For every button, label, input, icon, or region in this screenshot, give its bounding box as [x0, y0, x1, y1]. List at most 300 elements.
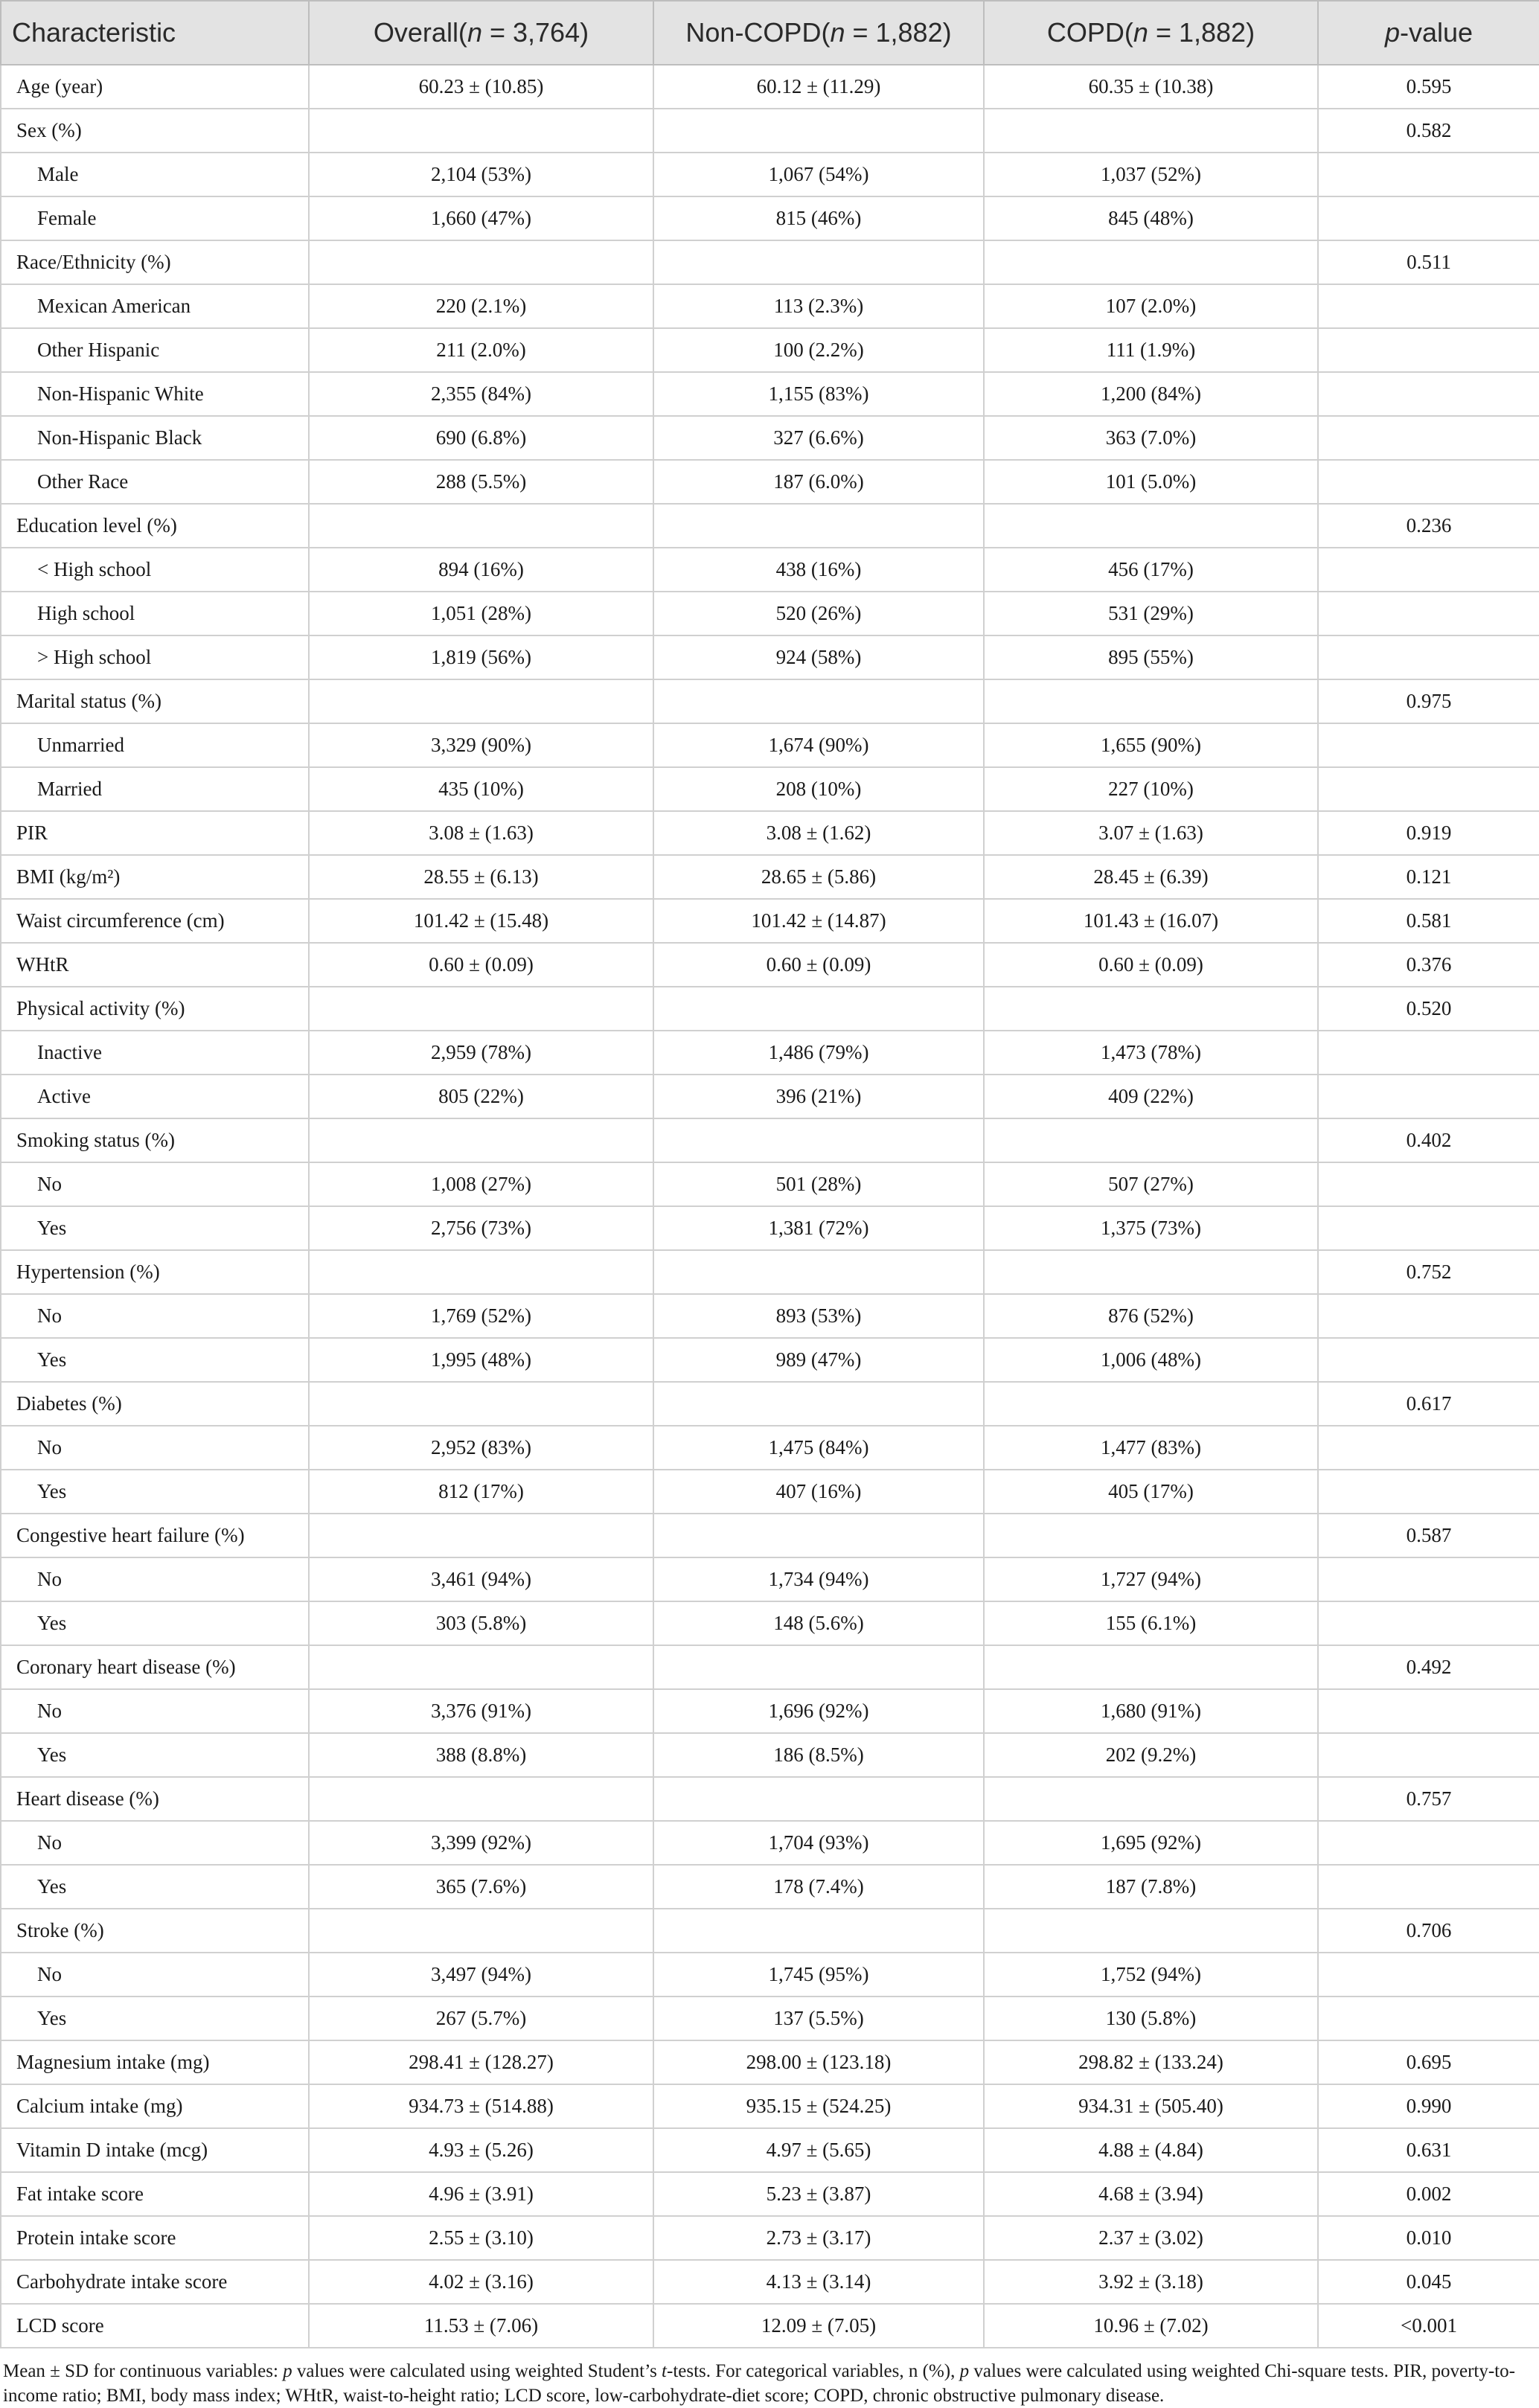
cell-characteristic: Congestive heart failure (%)	[1, 1514, 309, 1557]
cell-characteristic: Yes	[1, 1206, 309, 1250]
cell-noncopd: 187 (6.0%)	[653, 460, 984, 504]
cell-p-value: 0.492	[1318, 1645, 1539, 1689]
cell-noncopd	[653, 987, 984, 1031]
cell-copd	[984, 1777, 1318, 1821]
table-row	[1, 1162, 1539, 1206]
cell-characteristic: Fat intake score	[1, 2172, 309, 2216]
cell-overall: 812 (17%)	[309, 1470, 653, 1514]
cell-copd: 845 (48%)	[984, 196, 1318, 240]
cell-overall: 4.96 ± (3.91)	[309, 2172, 653, 2216]
cell-noncopd	[653, 1382, 984, 1426]
cell-characteristic: Inactive	[1, 1031, 309, 1075]
cell-copd: 101.43 ± (16.07)	[984, 899, 1318, 943]
cell-characteristic: Carbohydrate intake score	[1, 2260, 309, 2304]
cell-noncopd: 1,704 (93%)	[653, 1821, 984, 1865]
cell-p-value	[1318, 1426, 1539, 1470]
cell-p-value: 0.402	[1318, 1118, 1539, 1162]
table-row	[1, 2128, 1539, 2172]
table-row	[1, 679, 1539, 723]
cell-noncopd: 4.13 ± (3.14)	[653, 2260, 984, 2304]
cell-copd	[984, 504, 1318, 548]
cell-characteristic: No	[1, 1426, 309, 1470]
table-row	[1, 328, 1539, 372]
cell-overall	[309, 1118, 653, 1162]
cell-copd: 1,680 (91%)	[984, 1689, 1318, 1733]
cell-p-value	[1318, 1733, 1539, 1777]
header-copd-n: n	[1133, 17, 1148, 48]
footnote-t-italic: t	[662, 2361, 667, 2381]
cell-noncopd: 298.00 ± (123.18)	[653, 2040, 984, 2084]
cell-p-value	[1318, 1470, 1539, 1514]
table-row	[1, 1294, 1539, 1338]
cell-overall: 805 (22%)	[309, 1075, 653, 1118]
cell-noncopd: 815 (46%)	[653, 196, 984, 240]
cell-copd	[984, 1645, 1318, 1689]
table-footnote	[0, 2348, 1539, 2408]
cell-p-value: 0.631	[1318, 2128, 1539, 2172]
cell-characteristic: BMI (kg/m²)	[1, 855, 309, 899]
cell-noncopd: 407 (16%)	[653, 1470, 984, 1514]
cell-noncopd	[653, 1645, 984, 1689]
cell-overall	[309, 1645, 653, 1689]
cell-noncopd: 1,696 (92%)	[653, 1689, 984, 1733]
cell-noncopd: 3.08 ± (1.62)	[653, 811, 984, 855]
cell-noncopd: 60.12 ± (11.29)	[653, 65, 984, 109]
cell-characteristic: > High school	[1, 635, 309, 679]
cell-copd: 1,037 (52%)	[984, 153, 1318, 196]
cell-copd: 1,200 (84%)	[984, 372, 1318, 416]
cell-overall: 4.02 ± (3.16)	[309, 2260, 653, 2304]
cell-p-value	[1318, 1557, 1539, 1601]
header-overall	[309, 1, 653, 65]
cell-characteristic: Yes	[1, 1996, 309, 2040]
cell-noncopd: 327 (6.6%)	[653, 416, 984, 460]
cell-copd: 0.60 ± (0.09)	[984, 943, 1318, 987]
cell-overall: 3,399 (92%)	[309, 1821, 653, 1865]
cell-p-value	[1318, 723, 1539, 767]
cell-characteristic: Smoking status (%)	[1, 1118, 309, 1162]
cell-overall: 28.55 ± (6.13)	[309, 855, 653, 899]
cell-noncopd	[653, 240, 984, 284]
table-row	[1, 899, 1539, 943]
cell-overall	[309, 1250, 653, 1294]
cell-characteristic: Sex (%)	[1, 109, 309, 153]
cell-p-value: 0.511	[1318, 240, 1539, 284]
cell-p-value	[1318, 416, 1539, 460]
table-row	[1, 1338, 1539, 1382]
cell-copd: 107 (2.0%)	[984, 284, 1318, 328]
cell-characteristic: No	[1, 1294, 309, 1338]
header-p-suffix: -value	[1399, 17, 1474, 48]
cell-p-value	[1318, 1821, 1539, 1865]
cell-copd: 1,752 (94%)	[984, 1953, 1318, 1996]
cell-noncopd: 924 (58%)	[653, 635, 984, 679]
cell-characteristic: No	[1, 1557, 309, 1601]
cell-noncopd: 137 (5.5%)	[653, 1996, 984, 2040]
cell-noncopd: 2.73 ± (3.17)	[653, 2216, 984, 2260]
cell-overall: 388 (8.8%)	[309, 1733, 653, 1777]
cell-characteristic: Active	[1, 1075, 309, 1118]
table-row	[1, 1031, 1539, 1075]
table-row	[1, 416, 1539, 460]
table-body	[1, 65, 1539, 2348]
cell-p-value	[1318, 635, 1539, 679]
table-row	[1, 811, 1539, 855]
cell-p-value: 0.587	[1318, 1514, 1539, 1557]
cell-copd: 4.88 ± (4.84)	[984, 2128, 1318, 2172]
cell-copd: 934.31 ± (505.40)	[984, 2084, 1318, 2128]
cell-overall: 1,995 (48%)	[309, 1338, 653, 1382]
cell-copd: 60.35 ± (10.38)	[984, 65, 1318, 109]
cell-characteristic: Vitamin D intake (mcg)	[1, 2128, 309, 2172]
table-row	[1, 196, 1539, 240]
cell-copd: 876 (52%)	[984, 1294, 1318, 1338]
cell-copd	[984, 1514, 1318, 1557]
cell-copd: 10.96 ± (7.02)	[984, 2304, 1318, 2348]
cell-p-value: 0.975	[1318, 679, 1539, 723]
cell-overall: 101.42 ± (15.48)	[309, 899, 653, 943]
footnote-text-2: values were calculated using weighted Student’s	[292, 2361, 662, 2381]
cell-p-value: 0.919	[1318, 811, 1539, 855]
cell-noncopd: 1,486 (79%)	[653, 1031, 984, 1075]
cell-characteristic: Race/Ethnicity (%)	[1, 240, 309, 284]
footnote-p-italic-2: p	[959, 2361, 970, 2381]
header-p-italic: p	[1384, 17, 1400, 48]
cell-overall	[309, 1514, 653, 1557]
cell-characteristic: Age (year)	[1, 65, 309, 109]
cell-copd: 202 (9.2%)	[984, 1733, 1318, 1777]
cell-p-value: 0.617	[1318, 1382, 1539, 1426]
table-row	[1, 1909, 1539, 1953]
cell-noncopd	[653, 1777, 984, 1821]
cell-overall	[309, 109, 653, 153]
table-row	[1, 767, 1539, 811]
cell-p-value	[1318, 767, 1539, 811]
cell-noncopd: 1,674 (90%)	[653, 723, 984, 767]
cell-characteristic: No	[1, 1821, 309, 1865]
cell-copd: 3.07 ± (1.63)	[984, 811, 1318, 855]
cell-copd: 363 (7.0%)	[984, 416, 1318, 460]
cell-overall: 2,959 (78%)	[309, 1031, 653, 1075]
cell-copd: 4.68 ± (3.94)	[984, 2172, 1318, 2216]
table-row	[1, 1645, 1539, 1689]
cell-p-value	[1318, 548, 1539, 592]
cell-copd: 895 (55%)	[984, 635, 1318, 679]
cell-overall: 2,104 (53%)	[309, 153, 653, 196]
table-row	[1, 65, 1539, 109]
cell-overall: 2,355 (84%)	[309, 372, 653, 416]
cell-p-value	[1318, 196, 1539, 240]
cell-copd: 1,727 (94%)	[984, 1557, 1318, 1601]
cell-characteristic: Hypertension (%)	[1, 1250, 309, 1294]
cell-p-value	[1318, 1953, 1539, 1996]
cell-overall: 934.73 ± (514.88)	[309, 2084, 653, 2128]
table-row	[1, 1953, 1539, 1996]
cell-noncopd: 12.09 ± (7.05)	[653, 2304, 984, 2348]
cell-overall: 2.55 ± (3.10)	[309, 2216, 653, 2260]
cell-noncopd: 1,067 (54%)	[653, 153, 984, 196]
cell-characteristic: LCD score	[1, 2304, 309, 2348]
cell-overall: 1,819 (56%)	[309, 635, 653, 679]
cell-copd	[984, 1909, 1318, 1953]
cell-noncopd: 893 (53%)	[653, 1294, 984, 1338]
cell-characteristic: Mexican American	[1, 284, 309, 328]
cell-overall: 211 (2.0%)	[309, 328, 653, 372]
table-row	[1, 548, 1539, 592]
cell-overall: 4.93 ± (5.26)	[309, 2128, 653, 2172]
table-row	[1, 153, 1539, 196]
cell-overall: 3,461 (94%)	[309, 1557, 653, 1601]
cell-copd: 187 (7.8%)	[984, 1865, 1318, 1909]
footnote-text-4: values were calculated using weighted Chi-square tests. PIR, poverty-to-income ratio; BMI, body mass index; WHtR, waist-to-height ratio; LCD score, low-carbohydrate-diet score; COPD, chronic obstructive pulmonary disease.	[3, 2361, 1515, 2406]
header-overall-n: n	[467, 17, 482, 48]
cell-p-value	[1318, 1601, 1539, 1645]
cell-copd: 155 (6.1%)	[984, 1601, 1318, 1645]
cell-overall: 1,008 (27%)	[309, 1162, 653, 1206]
table-header	[1, 1, 1539, 65]
cell-p-value	[1318, 1865, 1539, 1909]
header-characteristic: Characteristic	[1, 1, 309, 65]
cell-copd: 227 (10%)	[984, 767, 1318, 811]
table-row	[1, 2304, 1539, 2348]
cell-copd: 298.82 ± (133.24)	[984, 2040, 1318, 2084]
cell-noncopd	[653, 679, 984, 723]
cell-noncopd: 28.65 ± (5.86)	[653, 855, 984, 899]
cell-characteristic: Physical activity (%)	[1, 987, 309, 1031]
cell-p-value	[1318, 460, 1539, 504]
cell-characteristic: Other Race	[1, 460, 309, 504]
cell-characteristic: PIR	[1, 811, 309, 855]
cell-overall: 60.23 ± (10.85)	[309, 65, 653, 109]
cell-characteristic: WHtR	[1, 943, 309, 987]
cell-noncopd: 1,734 (94%)	[653, 1557, 984, 1601]
table-row	[1, 635, 1539, 679]
cell-overall: 3,497 (94%)	[309, 1953, 653, 1996]
table-row	[1, 855, 1539, 899]
cell-characteristic: Male	[1, 153, 309, 196]
cell-p-value: 0.595	[1318, 65, 1539, 109]
table-row	[1, 1382, 1539, 1426]
cell-noncopd	[653, 1250, 984, 1294]
cell-p-value: 0.752	[1318, 1250, 1539, 1294]
table-row	[1, 1557, 1539, 1601]
cell-copd	[984, 679, 1318, 723]
cell-noncopd: 1,381 (72%)	[653, 1206, 984, 1250]
cell-noncopd: 438 (16%)	[653, 548, 984, 592]
cell-noncopd: 396 (21%)	[653, 1075, 984, 1118]
header-copd-suffix: = 1,882)	[1148, 17, 1255, 48]
cell-p-value	[1318, 1031, 1539, 1075]
cell-characteristic: Heart disease (%)	[1, 1777, 309, 1821]
cell-p-value	[1318, 1075, 1539, 1118]
cell-overall: 303 (5.8%)	[309, 1601, 653, 1645]
header-noncopd-prefix: Non-COPD(	[685, 17, 831, 48]
cell-noncopd: 5.23 ± (3.87)	[653, 2172, 984, 2216]
cell-p-value: 0.706	[1318, 1909, 1539, 1953]
cell-noncopd: 1,475 (84%)	[653, 1426, 984, 1470]
cell-overall: 3,376 (91%)	[309, 1689, 653, 1733]
cell-copd: 507 (27%)	[984, 1162, 1318, 1206]
cell-characteristic: Non-Hispanic Black	[1, 416, 309, 460]
cell-copd: 28.45 ± (6.39)	[984, 855, 1318, 899]
cell-overall: 2,756 (73%)	[309, 1206, 653, 1250]
table-row	[1, 284, 1539, 328]
cell-overall: 1,051 (28%)	[309, 592, 653, 635]
cell-characteristic: Education level (%)	[1, 504, 309, 548]
table-row	[1, 240, 1539, 284]
cell-p-value	[1318, 1689, 1539, 1733]
cell-noncopd: 4.97 ± (5.65)	[653, 2128, 984, 2172]
header-noncopd	[653, 1, 984, 65]
cell-p-value: 0.990	[1318, 2084, 1539, 2128]
table-row	[1, 943, 1539, 987]
cell-overall: 298.41 ± (128.27)	[309, 2040, 653, 2084]
table-row	[1, 1601, 1539, 1645]
table-row	[1, 1865, 1539, 1909]
cell-characteristic: Marital status (%)	[1, 679, 309, 723]
cell-overall: 1,769 (52%)	[309, 1294, 653, 1338]
cell-overall: 894 (16%)	[309, 548, 653, 592]
cell-characteristic: Yes	[1, 1865, 309, 1909]
cell-overall: 2,952 (83%)	[309, 1426, 653, 1470]
table-row	[1, 460, 1539, 504]
cell-overall: 690 (6.8%)	[309, 416, 653, 460]
cell-characteristic: Waist circumference (cm)	[1, 899, 309, 943]
cell-copd: 130 (5.8%)	[984, 1996, 1318, 2040]
cell-copd: 1,473 (78%)	[984, 1031, 1318, 1075]
table-row	[1, 2084, 1539, 2128]
cell-copd	[984, 109, 1318, 153]
cell-copd: 1,375 (73%)	[984, 1206, 1318, 1250]
cell-overall: 3.08 ± (1.63)	[309, 811, 653, 855]
cell-p-value	[1318, 1338, 1539, 1382]
cell-characteristic: High school	[1, 592, 309, 635]
cell-characteristic: No	[1, 1953, 309, 1996]
cell-characteristic: Coronary heart disease (%)	[1, 1645, 309, 1689]
cell-noncopd: 1,745 (95%)	[653, 1953, 984, 1996]
cell-overall: 435 (10%)	[309, 767, 653, 811]
cell-noncopd: 100 (2.2%)	[653, 328, 984, 372]
table-row	[1, 592, 1539, 635]
cell-copd: 1,695 (92%)	[984, 1821, 1318, 1865]
table-row	[1, 2172, 1539, 2216]
cell-overall	[309, 679, 653, 723]
header-overall-suffix: = 3,764)	[481, 17, 589, 48]
cell-overall: 288 (5.5%)	[309, 460, 653, 504]
cell-characteristic: Diabetes (%)	[1, 1382, 309, 1426]
cell-copd: 1,477 (83%)	[984, 1426, 1318, 1470]
cell-noncopd	[653, 1514, 984, 1557]
table-row	[1, 372, 1539, 416]
cell-p-value: 0.010	[1318, 2216, 1539, 2260]
cell-copd	[984, 1250, 1318, 1294]
cell-copd: 456 (17%)	[984, 548, 1318, 592]
cell-overall	[309, 240, 653, 284]
cell-characteristic: Yes	[1, 1601, 309, 1645]
cell-characteristic: Female	[1, 196, 309, 240]
cell-overall	[309, 504, 653, 548]
header-row	[1, 1, 1539, 65]
cell-p-value: 0.582	[1318, 109, 1539, 153]
cell-overall: 11.53 ± (7.06)	[309, 2304, 653, 2348]
cell-overall: 365 (7.6%)	[309, 1865, 653, 1909]
cell-p-value: 0.376	[1318, 943, 1539, 987]
table-row	[1, 1470, 1539, 1514]
cell-p-value	[1318, 1294, 1539, 1338]
cell-noncopd: 0.60 ± (0.09)	[653, 943, 984, 987]
cell-characteristic: Calcium intake (mg)	[1, 2084, 309, 2128]
cell-copd: 3.92 ± (3.18)	[984, 2260, 1318, 2304]
cell-p-value: 0.581	[1318, 899, 1539, 943]
table-row	[1, 109, 1539, 153]
cell-p-value: 0.121	[1318, 855, 1539, 899]
cell-p-value: 0.520	[1318, 987, 1539, 1031]
cell-p-value	[1318, 1996, 1539, 2040]
footnote-text-1: Mean ± SD for continuous variables:	[3, 2361, 284, 2381]
cell-characteristic: No	[1, 1689, 309, 1733]
cell-noncopd	[653, 504, 984, 548]
cell-copd: 409 (22%)	[984, 1075, 1318, 1118]
table-row	[1, 1996, 1539, 2040]
cell-copd: 111 (1.9%)	[984, 328, 1318, 372]
cell-p-value	[1318, 284, 1539, 328]
cell-overall: 220 (2.1%)	[309, 284, 653, 328]
cell-noncopd: 101.42 ± (14.87)	[653, 899, 984, 943]
table-row	[1, 2216, 1539, 2260]
cell-p-value: 0.236	[1318, 504, 1539, 548]
cell-copd: 405 (17%)	[984, 1470, 1318, 1514]
cell-p-value	[1318, 1162, 1539, 1206]
cell-overall	[309, 1777, 653, 1821]
cell-characteristic: Yes	[1, 1733, 309, 1777]
cell-copd	[984, 987, 1318, 1031]
cell-noncopd: 935.15 ± (524.25)	[653, 2084, 984, 2128]
cell-p-value: 0.002	[1318, 2172, 1539, 2216]
table-row	[1, 987, 1539, 1031]
cell-noncopd	[653, 109, 984, 153]
cell-noncopd: 148 (5.6%)	[653, 1601, 984, 1645]
table-row	[1, 1821, 1539, 1865]
cell-noncopd: 178 (7.4%)	[653, 1865, 984, 1909]
table-row	[1, 1118, 1539, 1162]
table-row	[1, 1733, 1539, 1777]
cell-p-value	[1318, 328, 1539, 372]
cell-overall: 267 (5.7%)	[309, 1996, 653, 2040]
table-row	[1, 1250, 1539, 1294]
cell-characteristic: Yes	[1, 1338, 309, 1382]
header-overall-prefix: Overall(	[373, 17, 467, 48]
header-copd-prefix: COPD(	[1046, 17, 1133, 48]
cell-characteristic: Stroke (%)	[1, 1909, 309, 1953]
cell-p-value: 0.045	[1318, 2260, 1539, 2304]
cell-characteristic: Non-Hispanic White	[1, 372, 309, 416]
cell-copd	[984, 1118, 1318, 1162]
table-row	[1, 1075, 1539, 1118]
cell-characteristic: Other Hispanic	[1, 328, 309, 372]
cell-p-value: <0.001	[1318, 2304, 1539, 2348]
header-p-value	[1318, 1, 1539, 65]
cell-p-value	[1318, 1206, 1539, 1250]
cell-noncopd: 186 (8.5%)	[653, 1733, 984, 1777]
cell-overall	[309, 1382, 653, 1426]
cell-copd	[984, 240, 1318, 284]
cell-characteristic: No	[1, 1162, 309, 1206]
cell-characteristic: Yes	[1, 1470, 309, 1514]
table-row	[1, 1777, 1539, 1821]
cell-overall	[309, 1909, 653, 1953]
cell-p-value	[1318, 372, 1539, 416]
cell-characteristic: Unmarried	[1, 723, 309, 767]
